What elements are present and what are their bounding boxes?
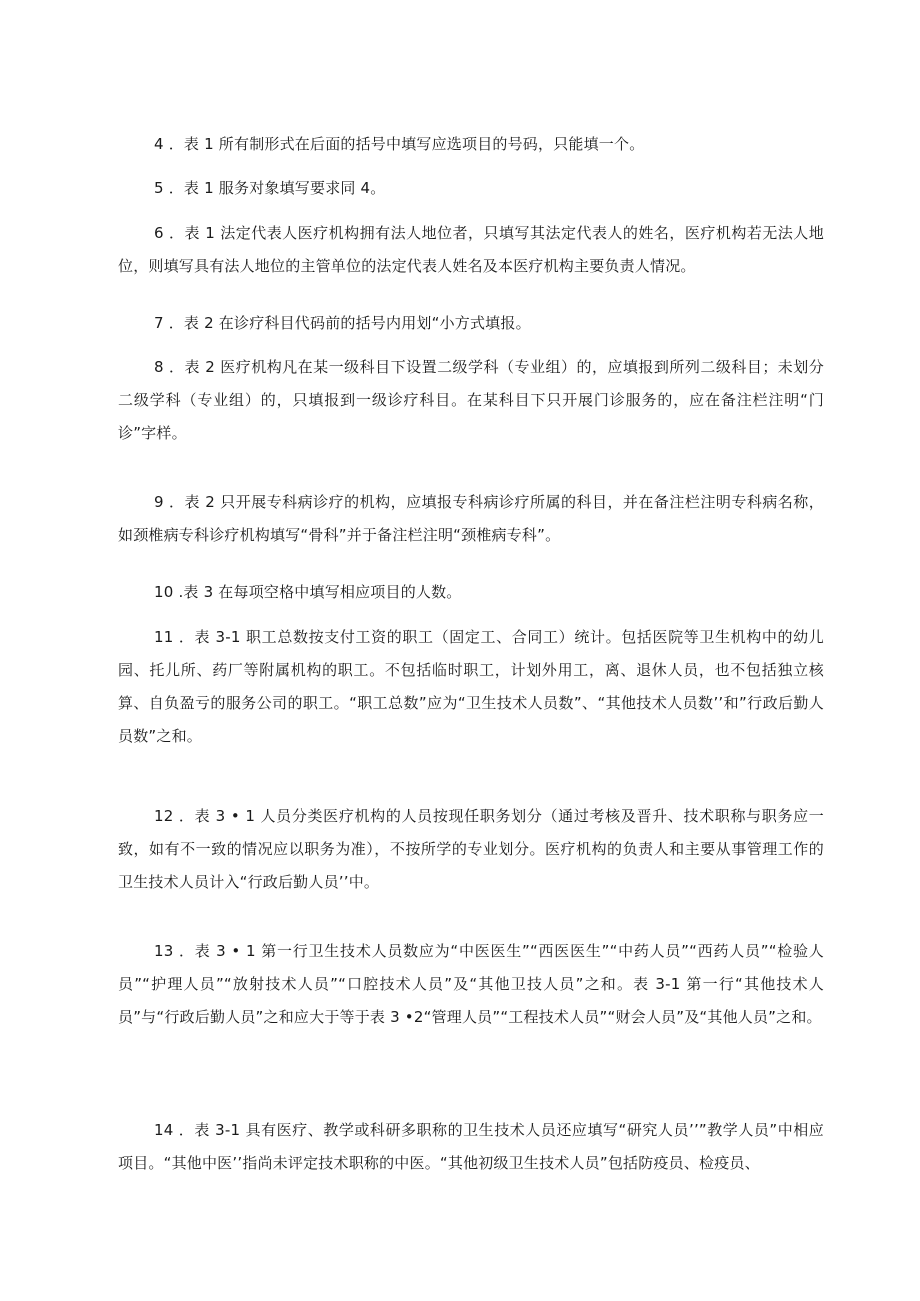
- paragraph-10: 10 .表 3 在每项空格中填写相应项目的人数。: [154, 583, 462, 601]
- paragraph-6: 6 ．表 1 法定代表人医疗机构拥有法人地位者，只填写其法定代表人的姓名，医疗机构若无法人地位，则填写具有法人地位的主管单位的法定代表人姓名及本医疗机构主要负责人情况。: [118, 224, 824, 275]
- paragraph-8: 8 ．表 2 医疗机构凡在某一级科目下设置二级学科（专业组）的，应填报到所列二级科目；未划分二级学科（专业组）的，只填报到一级诊疗科目。在某科目下只开展门诊服务的，应在备注栏注明“门诊”字样。: [118, 358, 824, 442]
- paragraph-12: 12 ．表 3 • 1 人员分类医疗机构的人员按现任职务划分（通过考核及晋升、技术职称与职务应一致，如有不一致的情况应以职务为准），不按所学的专业划分。医疗机构的负责人和主要从事管理工作的卫生技术人员计入“行政后勤人员’’中。: [118, 807, 824, 891]
- paragraph-11: 11 ．表 3-1 职工总数按支付工资的职工（固定工、合同工）统计。包括医院等卫生机构中的幼儿园、托儿所、药厂等附属机构的职工。不包括临时职工，计划外用工，离、退休人员，也不包括独立核算、自负盈亏的服务公司的职工。“职工总数”应为“卫生技术人员数”、“其他技术人员数’’和”行政后勤人员数”之和。: [118, 628, 824, 745]
- paragraph-9: 9 ．表 2 只开展专科病诊疗的机构，应填报专科病诊疗所属的科目，并在备注栏注明专科病名称，如颈椎病专科诊疗机构填写“骨科”并于备注栏注明“颈椎病专科”。: [118, 493, 824, 544]
- paragraph-14: 14 ．表 3-1 具有医疗、教学或科研多职称的卫生技术人员还应填写“研究人员’’”教学人员”中相应项目。“其他中医’’指尚未评定技术职称的中医。“其他初级卫生技术人员”包括防疫员、检疫员、: [118, 1121, 824, 1172]
- paragraph-13: 13 ．表 3 • 1 第一行卫生技术人员数应为“中医医生”“西医医生”“中药人员”“西药人员”“检验人员”“护理人员”“放射技术人员”“口腔技术人员”及“其他卫技人员”之和。表 3-1 第一行“其他技术人员”与“行政后勤人员”之和应大于等于表 3 •2“管理人员”“工程技术人员”“财会人员”及“其他人员”之和。: [118, 942, 824, 1026]
- paragraph-5: 5 ．表 1 服务对象填写要求同 4。: [154, 179, 386, 197]
- paragraph-7: 7 ．表 2 在诊疗科目代码前的括号内用划“小方式填报。: [154, 314, 531, 332]
- paragraph-4: 4 ．表 1 所有制形式在后面的括号中填写应选项目的号码，只能填一个。: [154, 135, 645, 153]
